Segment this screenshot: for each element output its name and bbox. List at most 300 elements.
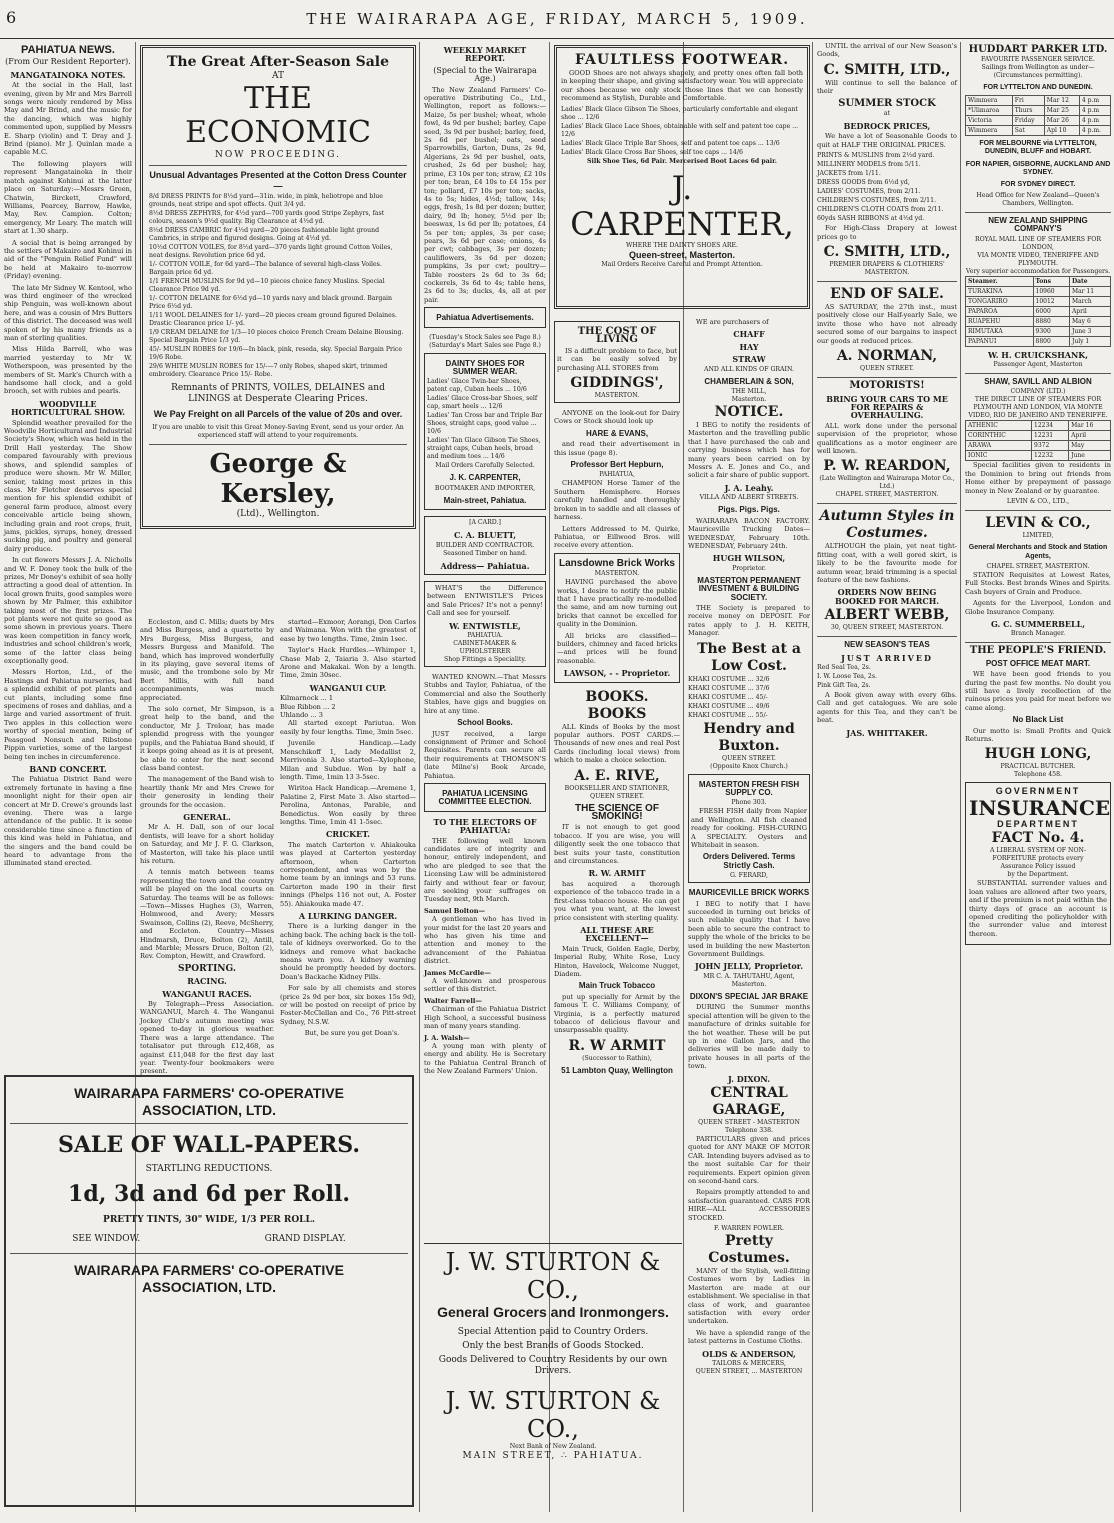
ad-line: Orders Delivered. Terms Strictly Cash.: [702, 852, 796, 870]
ad-prices: 1d, 3d and 6d per Roll.: [68, 1181, 350, 1207]
ad-title: MASTERTON PERMANENT INVESTMENT & BUILDING SOCIETY.: [697, 575, 801, 602]
ad-note: [A CARD.]: [469, 519, 501, 527]
subheading: RACING.: [187, 976, 227, 987]
shaw-table: [965, 420, 1111, 461]
table-cell: July 1: [1069, 336, 1110, 346]
ad-item: 8½d DRESS ZEPHYRS, for 4½d yard—700 yards good Stripe Zephyrs, fast colours, season's 9½d quality. Big Clearance at 4½d yd.: [149, 210, 385, 225]
ad-line: Head Office for New Zealand—Queen's Chambers, Wellington.: [976, 191, 1100, 207]
ad-line: Only the best Brands of Goods Stocked.: [462, 1341, 644, 1351]
ad-title: The Best at a Low Cost.: [697, 640, 801, 674]
table-cell: *Ulimaroa: [966, 105, 1013, 115]
ad-line: MASTERTON.: [594, 392, 640, 400]
subheading: GENERAL.: [183, 811, 231, 822]
column-market-pahiatua-ads: [424, 42, 546, 1232]
subheading: WEEKLY MARKET REPORT.: [443, 45, 527, 64]
table-cell: PAPAROA: [966, 306, 1034, 316]
ad-line: AND ALL KINDS OF GRAIN.: [704, 365, 794, 373]
paragraph: Will continue to sell the balance of their: [817, 78, 957, 96]
paragraph: All started except Pariutua. Won easily by four lengths. Time, 3min 5sec.: [280, 719, 416, 736]
ad-line: BOOTMAKER AND IMPORTER,: [434, 484, 536, 492]
ad-item: 10½d COTTON VOILES, for 8½d yard—370 yards light ground Cotton Voiles, neat designs. Revolution price 6d yd.: [149, 244, 393, 259]
ad-title: FAULTLESS FOOTWEAR.: [574, 52, 790, 68]
paragraph: Our motto is: Small Profits and Quick Returns.: [965, 726, 1111, 743]
ad-firm: R. W ARMIT: [568, 1037, 666, 1054]
table-cell: June 3: [1069, 326, 1110, 336]
ad-line: CHAPEL STREET, MASTERTON.: [835, 491, 939, 499]
table-row: [966, 451, 1111, 461]
ad-firm: LAWSON, - - Proprietor.: [563, 668, 671, 679]
ad-title: NEW SEASON'S TEAS: [844, 640, 930, 650]
ad-firm: ALBERT WEBB,: [824, 607, 950, 624]
ad-line: WHERE THE DAINTY SHOES ARE.: [626, 241, 738, 249]
subheading: Pahiatua Advertisements.: [436, 313, 534, 323]
table-cell: PAPANUI: [966, 336, 1034, 346]
ad-line: LIMITED,: [1022, 532, 1054, 540]
ad-line: MR C. A. TAHUTAHU, Agent, Masterton.: [703, 972, 795, 988]
paragraph: A well-known and prosperous settler of this district.: [424, 977, 546, 994]
paragraph: Agents for the Liverpool, London and Globe Insurance Company.: [965, 599, 1111, 616]
ad-item: 1/9 CREAM DELAINE for 1/3—10 pieces choice French Cream Delaine Blousing. Special Bargain Price 1/3 yd.: [149, 329, 404, 344]
ad-item: Ladies' Black Glace Lace Shoes, obtainable with self and patent toe cape ... 12/6: [561, 122, 799, 138]
table-cell: June: [1069, 451, 1111, 461]
sailings-table: [965, 95, 1111, 136]
paragraph: WANTED KNOWN.—That Messrs Stubbs and Taylor, Pahiatua, of the Commercial and also the Southerly Stables, have gigs and buggies on hire at any time.: [424, 673, 546, 715]
ad-title: THE SCIENCE OF SMOKING!: [575, 802, 659, 823]
ad-title: Pigs. Pigs. Pigs.: [718, 505, 780, 515]
ad-line: by the Department.: [1007, 871, 1069, 879]
table-cell: 4 p.m: [1079, 105, 1110, 115]
table-cell: 8880: [1033, 316, 1069, 326]
table-cell: Mar 26: [1044, 115, 1079, 125]
ad-firm: HUGH LONG,: [984, 746, 1092, 763]
subheading: CRICKET.: [326, 829, 370, 840]
ad-line: FORFEITURE protects every: [992, 855, 1084, 863]
ad-addr: Main-street, Pahiatua.: [443, 495, 527, 505]
ad-title: SUMMER STOCK: [838, 97, 936, 109]
ad-footer-sub: Next Bank of New Zealand.: [509, 1443, 597, 1450]
ad-line: A LIBERAL SYSTEM OF NON-: [989, 847, 1087, 855]
ad-line: Telephone 338.: [724, 1126, 773, 1134]
ad-item: 8½d DRESS CAMBRIC for 4½d yard—20 pieces fashionable light ground Cambrics, in stripe and figured designs. Going at 4½d yd.: [149, 227, 380, 242]
table-row: [966, 105, 1111, 115]
ad-title: PAHIATUA LICENSING COMMITTEE ELECTION.: [438, 788, 532, 807]
ad-line: Proprietor.: [732, 564, 766, 572]
ad-item: CHILDREN'S CLOTH COATS from 2/11.: [817, 206, 944, 214]
ad-fact: FACT No. 4.: [991, 830, 1085, 847]
candidate-name: J. A. Walsh—: [424, 1033, 470, 1042]
paragraph: In cut flowers Messrs J. A. Nicholls and W. F. Doney took the bulk of the prizes, Mr Doney's exhibit of sea holly attracting a good deal of attention. In local grown fruits, good samples were shown by Mr Palmer, this exhibitor taking most of the first prizes. The pot plants were not quite so good as some shown in previous years. There was keen competition in fancy work, industries and school children's work, some of the latter class being exceptionally good.: [4, 556, 132, 666]
ad-pre: The Great After-Season Sale: [167, 54, 389, 70]
paragraph: The match Carterton v. Ahiakouka was played at Carterton yesterday afternoon, when Carterton correspondent, and was won by the home team by an innings and 53 runs. Carterton made 190 in their first innings (Phelps 116 not out, A. Foster 55). Ahiakouka made 47.: [280, 840, 416, 908]
ad-firm: J. K. CARPENTER,: [449, 473, 521, 483]
ad-line: QUEEN STREET - MASTERTON: [698, 1118, 800, 1126]
ad-footer-addr: MAIN STREET, ∴ PAHIATUA.: [462, 1451, 644, 1461]
ad-line: BOOKSELLER AND STATIONER,: [564, 784, 670, 792]
ad-firm: R. W. ARMIT: [588, 868, 646, 879]
paragraph: UNTIL the arrival of our New Season's Goods,: [817, 42, 957, 59]
ad-line: QUEEN STREET.: [722, 754, 776, 762]
paragraph: A Book given away with every 6lbs. Call and get catalogues. We are sole agents for this Tea, and they can't be beat.: [817, 691, 957, 725]
table-row: [966, 441, 1111, 451]
paragraph: A gentleman who has lived in your midst for the last 20 years and who has given his time and attention and money to the advancement of the Pahiatua district.: [424, 915, 546, 966]
ad-item: DRESS GOODS from 6½d yd,: [817, 179, 910, 187]
paragraph: has acquired a thorough experience of the tobacco trade in a first-class tobacco house. He can get you what you want, at the lowest price consistent with sterling quality.: [554, 879, 680, 922]
ad-sub: General Merchants and Stock and Station Agents,: [968, 544, 1108, 560]
ad-line: COMPANY (LTD.): [1010, 388, 1066, 396]
table-row: [966, 421, 1111, 431]
ad-line: Mail Orders Receive Careful and Prompt Attention.: [601, 260, 763, 268]
ad-title: THE PEOPLE'S FRIEND.: [969, 645, 1107, 657]
column-living-books-tobacco: [554, 318, 680, 1238]
ad-sub: BRING YOUR CARS TO ME FOR REPAIRS & OVERHAULING.: [826, 393, 948, 421]
paragraph: The management of the Band wish to heartily thank Mr and Mrs Crewe for their generosity in lending their grounds for the occasion.: [140, 775, 274, 809]
ad-headline: WAIRARAPA FARMERS' CO-OPERATIVE: [74, 1085, 344, 1101]
ad-firm: P. W. REARDON,: [823, 458, 951, 475]
ad-firm: George & Kersley,: [209, 449, 347, 509]
ad-line: QUEEN STREET.: [590, 792, 644, 800]
paragraph: SUBSTANTIAL surrender values and loan values are allowed after two years, and if the premium is not paid within the thirty days of grace an account is opened crediting the policyholder with the surrender value and interest thereon.: [969, 879, 1107, 938]
table-cell: ATHENIC: [966, 421, 1032, 431]
ad-firm-sub: (Ltd)., Wellington.: [236, 509, 320, 519]
column-shipping-insurance: [965, 42, 1111, 1512]
ad-subline: STARTLING REDUCTIONS.: [145, 1164, 273, 1174]
ad-item: KHAKI COSTUME ... 49/6: [688, 702, 770, 710]
ad-title: MASTERTON FRESH FISH SUPPLY CO.: [698, 779, 800, 797]
ad-item: 1/- COTTON DELAINE for 6½d yd—10 yards navy and black ground. Bargain Price 6½d yd.: [149, 295, 392, 310]
ad-title: MAURICEVILLE BRICK WORKS: [688, 888, 810, 898]
ad-item: CHILDREN'S COSTUMES, from 2/11.: [817, 197, 937, 205]
paragraph: GOOD Shoes are not always shapely, and pretty ones often fall both in keeping their shape, and giving satisfactory wear. You will appreciate our shoes because we only stock those lines that we can honestly recommend as Stylish, Durable and Comfortable.: [561, 69, 803, 103]
ad-line: Assurance Policy issued: [1000, 863, 1076, 871]
table-row: [966, 115, 1111, 125]
ad-footer: If you are unable to visit this Great Money-Saving Event, send us your order. An experienced staff will attend to your requirements.: [152, 424, 404, 439]
paragraph: AS SATURDAY, the 27th inst., must positively close our Half-yearly Sale, we invite those who have not already secured some of our bargains to inspect our goods at reduced prices.: [817, 303, 957, 345]
ad-item: Ladies' Black Glace Triple Bar Shoes, self and patent toe caps ... 13/6: [561, 139, 780, 147]
ad-item: 60yds SASH RIBBONS at 4½d yd.: [817, 215, 925, 223]
ad-addr: Queen-street, Masterton.: [628, 249, 736, 260]
ad-firm: OLDS & ANDERSON,: [702, 1348, 796, 1359]
ad-line: QUEEN STREET.: [860, 365, 914, 373]
paragraph: For High-Class Drapery at lowest prices go to: [817, 224, 957, 241]
paragraph: and read their advertisement in this issue (page 8).: [554, 440, 680, 457]
ad-line: MASTERTON.: [864, 269, 910, 277]
steamer-table: [965, 276, 1111, 347]
ad-title: MOTORISTS!: [849, 380, 925, 392]
ad-title: DEPARTMENT: [997, 819, 1079, 830]
paragraph: WE have been good friends to you during the past few months. No doubt you still have a lively recollection of the ruinous prices you paid for meat before we came along.: [965, 670, 1111, 712]
paragraph: DURING the Summer months special attention will be given to the manufacture of drinks suitable for the hot weather. These will be put up in one Gallon Jars, and the deliveries will be made daily to private houses in all parts of the town.: [688, 1003, 810, 1071]
paragraph: Wiritoa Hack Handicap.—Aremene 1, Palatine 2, First Mate 3. Also started—Perolina, Antonas, Parable, and Benedictus. Won easily by three lengths. Time, 1min 41 1-5sec.: [280, 784, 416, 826]
paragraph: JUST received, a large consignment of Primer and School Requisites. Parents can secure all their requirements at THOMSON'S (late Milne's) Book Arcade, Pahiatua.: [424, 729, 546, 780]
ad-item: I. W. Loose Tea, 2s.: [817, 673, 877, 680]
table-cell: 9300: [1033, 326, 1069, 336]
paragraph: FRESH FISH daily from Napier and Wellington. All fish cleaned ready for cooking. FISH-CURING A SPECIALTY. Oysters and Whitebait in season.: [691, 807, 807, 849]
table-cell: Thurs: [1012, 105, 1044, 115]
ad-line: No Black List: [1012, 715, 1064, 725]
ad-freight: We Pay Freight on all Parcels of the value of 20s and over.: [153, 409, 403, 419]
ad-firm: GIDDINGS',: [570, 375, 664, 392]
paragraph: Repairs promptly attended to and satisfaction guaranteed. CARS FOR HIRE—ALL ACCESSORIES STOCKED.: [688, 1188, 810, 1222]
column-pahiatua-news: [4, 42, 132, 1062]
paragraph: ALL Kinds of Books by the most popular authors. POST CARDS.—Thousands of new ones and real Post Cards (including local views) from which to make a choice selection.: [554, 722, 680, 765]
candidate-name: Samuel Bolton—: [424, 906, 486, 915]
table-row: [966, 306, 1111, 316]
ad-item: Pink Gift Tea, 2s.: [817, 682, 871, 689]
table-cell: Mar 12: [1044, 95, 1079, 105]
ad-line: TAILORS & MERCERS,: [712, 1360, 786, 1368]
table-cell: 4 p.m: [1079, 95, 1110, 105]
ad-name: THE ECONOMIC: [185, 81, 371, 150]
ad-title: BEDROCK PRICES,: [843, 121, 931, 132]
ad-title: Pretty Costumes.: [708, 1233, 790, 1266]
ad-footer: ASSOCIATION, LTD.: [141, 1279, 277, 1295]
ad-line: MASTERTON.: [594, 570, 640, 578]
table-cell: Mar 25: [1044, 105, 1079, 115]
ad-item: KHAKI COSTUME ... 32/6: [688, 675, 770, 683]
ad-note: SEE WINDOW.: [72, 1234, 141, 1244]
result-line: Uhlando ... 3: [280, 711, 323, 720]
table-cell: Victoria: [966, 115, 1013, 125]
subheading: Main Truck Tobacco: [578, 981, 656, 991]
ad-line: THE DIRECT LINE OF STEAMERS FOR PLYMOUTH AND LONDON, VIA MONTE VIDEO, RIO DE JANEIRO AND TENERIFFE.: [968, 396, 1108, 420]
ad-line: ORDERS NOW BEING BOOKED FOR MARCH.: [834, 587, 940, 606]
table-cell: TURAKINA: [966, 286, 1034, 296]
paragraph: Eccleston, and C. Mills; duets by Mrs and Miss Burgess, and a quartette by Mrs Burgess, Miss Burgess, and Messrs Burgess and Manifold. The band, which has improved wonderfully in its playing, gave several items of music, and the trombone solo by Mr Bert Millis, with full band accompaniments, was much appreciated.: [140, 618, 274, 702]
table-row: [966, 125, 1111, 135]
paragraph: ALTHOUGH the plain, yet neat tight-fitting coat, with a well gored skirt, is likely to be the favourite mode for autumn wear, braid trimming is a special feature of the new fashions.: [817, 542, 957, 584]
table-cell: 4 p.m: [1079, 115, 1110, 125]
candidate-name: James McCardle—: [424, 968, 491, 977]
ad-line: Masterton.: [731, 396, 767, 404]
ad-line: CHAPEL STREET, MASTERTON.: [986, 562, 1090, 570]
table-cell: RUAPEHU: [966, 316, 1034, 326]
paragraph: WE are purchasers of: [696, 318, 769, 326]
ad-sub: FOR MELBOURNE via LYTTELTON, DUNEDIN, BLUFF and HOBART.: [979, 139, 1097, 156]
economic-sale-ad: [140, 42, 416, 612]
ad-line: PAHIATUA,: [599, 471, 635, 479]
ad-title: Autumn Styles in Costumes.: [819, 508, 955, 542]
ad-title: THE COST OF LIVING: [577, 326, 657, 346]
ad-line: PREMIER DRAPERS & CLOTHIERS': [829, 261, 945, 269]
ad-firm: F. WARREN FOWLER.: [714, 1225, 784, 1232]
table-row: [966, 286, 1111, 296]
dateline: MANGATAINOKA NOTES.: [10, 69, 126, 80]
subheading: TO THE ELECTORS OF PAHIATUA:: [433, 816, 537, 836]
ad-firm: J. W. STURTON & CO.,: [445, 1387, 661, 1443]
paragraph: The solo cornet, Mr Simpson, is a great help to the band, and the conductor, Mr J. Treloar, has made splendid progress with the younger pupils, and the Pahiatua Band should, if it keeps going ahead as it is at present, be able to enter for the next second class band contest.: [140, 705, 274, 772]
ad-firm: C. SMITH, LTD.,: [823, 244, 951, 261]
ad-line: Silk Shoe Ties, 6d Pair. Mercerised Boot Laces 6d pair.: [587, 157, 777, 165]
table-cell: 4 p.m.: [1079, 125, 1110, 135]
column-notices-masterton: [688, 318, 810, 1512]
paragraph: There is a lurking danger in the aching back. The aching back is the toll-tale of kidneys overworked. Go to the kidneys and remove what backache means warn you. A kidney warning should be promptly heeded by doctors. Doan's Backache Kidney Pills.: [280, 922, 416, 981]
table-cell: Mar 16: [1069, 421, 1111, 431]
ad-item: KHAKI COSTUME ... 55/-: [688, 711, 768, 719]
table-header: Tons: [1033, 276, 1069, 286]
table-cell: 10960: [1033, 286, 1069, 296]
column-rule: [419, 42, 420, 1512]
ad-line: Sailings from Wellington as under—(Circumstances permitting).: [981, 64, 1095, 80]
byline: (Special to the Wairarapa Age.): [433, 65, 537, 84]
paragraph: HAVING purchased the above works, I desire to notify the public that I have practically re-modelled the same, and am now turning out bricks that cannot be excelled for quality in the Dominion.: [557, 578, 677, 629]
paragraph: A young man with plenty of energy and ability. He is Secretary to the Pahiatua Central Branch of the New Zealand Farmers' Union.: [424, 1041, 546, 1076]
ad-note: GRAND DISPLAY.: [264, 1234, 346, 1244]
ad-title: LEVIN & CO.,: [985, 515, 1091, 532]
ad-line: PRACTICAL BUTCHER.: [1000, 763, 1076, 771]
paragraph: started—Exmoor, Aorangi, Don Carlos and Waimana. Won with the greatest of ease by two lengths. Time, 2min 1sec.: [280, 618, 416, 643]
ad-item: MILLINERY MODELS from 5/11.: [817, 161, 921, 169]
ad-line: at: [883, 110, 891, 118]
paragraph: Taylor's Hack Hurdles.—Whimper 1, Chase Mab 2, Taiaria 3. Also started Arone and Makakai. Won by a length. Time, 2min 30sec.: [280, 646, 416, 680]
ad-firm: JAS. WHITTAKER.: [846, 727, 928, 738]
ad-item: Ladies' Tan Cross bar and Triple Bar Shoes, straight caps, good value ... 10/6: [427, 412, 543, 436]
table-header: Steamer.: [966, 276, 1034, 286]
table-row: [966, 316, 1111, 326]
table-cell: IONIC: [966, 451, 1032, 461]
ad-firm: J. A. Leahy.: [724, 482, 774, 493]
ad-subline: PRETTY TINTS, 30" WIDE, 1/3 PER ROLL.: [103, 1215, 315, 1225]
paragraph: WAIRARAPA BACON FACTORY. Mauriceville Trucking Dates— WEDNESDAY, February 10th. WEDNESDAY, February 24th.: [688, 516, 810, 550]
ad-line: Goods Delivered to Country Residents by our own Drivers.: [438, 1355, 668, 1376]
paragraph: WHAT'S the Difference between ENTWISTLE'S Prices and Sale Prices? It's not a penny! Call and see for yourself.: [427, 584, 543, 618]
paragraph: The following players will represent Mangatainoka in their match against Kohinui at the latter place on Saturday:—Messrs Green, Chatwin, Birckett, Crawford, Williams, Pearcey, Barrow, Hawke, May, Rev. Campion. Colton; emergency, Mr Leary. The match will start at 1.30 sharp.: [4, 159, 132, 236]
table-cell: CORINTHIC: [966, 431, 1032, 441]
ad-firm: G. C. SUMMERBELL,: [990, 618, 1086, 629]
ad-title: Lansdowne Brick Works: [559, 557, 675, 569]
paragraph: Chairman of the Pahiatua District High School, a successful business man of many years standing.: [424, 1005, 546, 1031]
table-cell: May: [1069, 441, 1111, 451]
table-row: [966, 95, 1111, 105]
ad-line: VILLA AND ALBERT STREETS.: [699, 494, 799, 502]
faultless-footwear-ad: [554, 42, 810, 312]
paragraph: I BEG to notify that I have succeeded in turning out bricks of such reliable quality that I have been able to secure the contract to supply the whole of the bricks to be used in building the new Masterton Government Buildings.: [688, 899, 810, 959]
paragraph: Letters Addressed to M. Quirke, Pahiatua, or Eillwood Bros. will receive every attention.: [554, 524, 680, 550]
sturton-ad: [424, 1240, 682, 1512]
ad-sub: POST OFFICE MEAT MART.: [985, 658, 1091, 668]
candidate-name: Walter Farrell—: [424, 996, 482, 1005]
ad-firm: Professor Bert Hepburn,: [570, 460, 664, 470]
ad-item: Ladies' Glace Twin-bar Shoes, patent cap, Cuban heels ... 10/6: [427, 378, 527, 394]
ad-title: HUDDART PARKER LTD.: [968, 44, 1108, 55]
ad-item: 1/- COTTON VOILE, for 6d yard—The balance of several high-class Voiles. Bargain price 6d yd.: [149, 261, 382, 276]
column-smith-norman-webb: [817, 42, 957, 1512]
ad-sub: Unusual Advantages Presented at the Cotton Dress Counter—: [149, 170, 407, 191]
ad-firm: J. DIXON.: [727, 1073, 771, 1084]
masthead: [0, 0, 1114, 39]
table-cell: Friday: [1012, 115, 1044, 125]
ad-sub: FOR SYDNEY DIRECT.: [1000, 181, 1076, 189]
ad-item: Ladies' Black Glace Gibson Tie Shoes, particularly comfortable and elegant shoe ... 12/6: [561, 105, 798, 121]
table-cell: Mar 11: [1069, 286, 1110, 296]
ad-title: NOTICE.: [714, 404, 784, 421]
table-cell: 10012: [1033, 296, 1069, 306]
ad-item: Ladies' Tan Glace Gibson Tie Shoes, straight caps, Cuban heels, broad and medium toes ... 14/6: [427, 437, 541, 461]
ad-line: VIA MONTE VIDEO, TENERIFFE AND PLYMOUTH.: [977, 251, 1099, 267]
paragraph: The New Zealand Farmers' Co-operative Distributing Co., Ltd., Wellington, report as follows:—Maize, 5s per bushel; wheat, whole fowl, 4s 9d per bushel; barley, Cape seed, 3s 9d per bushel; barley, feed, 2s 6d per bushel; oats, seed Sparrowbills, Garton, Duns, 2s 9d, Algerians, 2s 9d per bushel, oats, crushed, 2s 6d per bushel; hay, prime, £3 10s per ton; straw, £2 10s per ton; bran, £4 10s to £4 15s per ton; pollard, £7 10s per ton; sacks, 4s to 5s; hides, 4½d; tallow, 14s; eggs, fresh, 1s 8d per dozen; butter, dairy, 9d lb; honey, 5½d per lb; beeswax, 1s 6d per lb; potatoes, £4 5s per ton; apples, 3s per case; pears, 3s 6d per case; onions, 4s per cwt; cabbages, 3s per dozen; cauliflowers, 3s 6d per dozen; pumpkins, 3s per cwt; poultry—Table roosters 2s 6d to 3s 6d; cockerels, 3s 6d to 4s; table hens, 2s 6d to 3s; ducks, 4s, all at per pair.: [424, 85, 546, 304]
paragraph: Miss Hilda Barrell, who was married yesterday to Mr W. Wotherspoon, was presented by the members of St. Mark's Church with a handsome hall clock, and a gold brooch, set with rubies and pearls.: [4, 345, 132, 396]
page-number: 6: [6, 8, 17, 27]
note: (Tuesday's Stock Sales see Page 8.) (Saturday's Mart Sales see Page 8.): [429, 333, 541, 349]
ad-firm: Hendry and Buxton.: [703, 720, 795, 754]
ad-firm: JOHN JELLY, Proprietor.: [694, 961, 804, 972]
ad-line: THE MILL,: [731, 388, 767, 396]
ad-addr: 51 Lambton Quay, Wellington: [561, 1065, 673, 1075]
subheading: WANGANUI RACES.: [162, 988, 252, 999]
table-cell: RIMUTAKA: [966, 326, 1034, 336]
paragraph: THE Society is prepared to receive money on DEPOSIT. For rates apply to J. H. KEITH, Manager.: [688, 603, 810, 638]
ad-line: QUEEN STREET, ... MASTERTON: [695, 1368, 803, 1376]
ad-title: BOOKS. BOOKS: [585, 688, 649, 722]
ad-item: CHAFF: [733, 329, 765, 340]
table-row: [966, 336, 1111, 346]
paragraph: All bricks are classified—builders, chimney and faced bricks—and prices will be found reasonable.: [557, 631, 677, 665]
ad-item: 29/6 WHITE MUSLIN ROBES for 15/-—7 only Robes, shaped skirt, trimmed embroidery. Clearance Price 15/- Robe.: [149, 363, 388, 378]
ad-now: NOW PROCEEDING.: [215, 150, 341, 160]
ad-line: Mail Orders Carefully Selected.: [435, 462, 535, 470]
paragraph: IS a difficult problem to face, but it can be easily solved by purchasing ALL STORES from: [557, 346, 677, 372]
ad-item: Red Seal Tea, 2s.: [817, 664, 871, 671]
table-cell: 12234: [1032, 421, 1069, 431]
ad-line: PAHIATUA.: [467, 632, 503, 640]
ad-line: CABINET-MAKER & UPHOLSTERER: [453, 640, 517, 656]
ad-item: KHAKI COSTUME ... 37/6: [688, 684, 770, 692]
ad-firm: W. H. CRUICKSHANK,: [987, 349, 1089, 360]
paragraph: Juvenile Handicap.—Lady Menschikoff 1, Lady Medallist 2, Merrivonia 3. Also started—Xylophone, Milan and Subdue. Won by half a length. Time, 1min 13 3-5sec.: [280, 739, 416, 781]
ad-title: INSURANCE: [969, 796, 1111, 821]
table-row: [966, 326, 1111, 336]
table-cell: 12231: [1032, 431, 1069, 441]
ad-firm: G. FERARD,: [730, 872, 768, 880]
ad-firm: J. CARPENTER,: [570, 168, 794, 243]
paragraph: I BEG to notify the residents of Masterton and the travelling public that I have purchased the cab and carrying business which has for many years been carried on by Messrs A. E. Jones and Co., and solicit a fair share of public support.: [688, 421, 810, 480]
ad-title: NEW ZEALAND SHIPPING COMPANY'S: [988, 215, 1088, 234]
ad-item: PRINTS & MUSLINS from 2½d yard.: [817, 152, 935, 160]
table-cell: TONGARIRO: [966, 296, 1034, 306]
table-cell: Sat: [1012, 125, 1044, 135]
ad-sub: JUST ARRIVED: [841, 652, 933, 663]
ad-firm: CHAMBERLAIN & SON,: [704, 376, 794, 386]
ad-firm: HARE & EVANS,: [585, 428, 649, 438]
table-cell: Wimmera: [966, 95, 1013, 105]
paragraph: The late Mr Sidney W. Kentool, who was third engineer of the wrecked ship Penguin, was well-known about here, and was a cousin of Mrs Butters of this district. The deceased was well spoken of by his many friends as a man of sterling qualities.: [4, 283, 132, 342]
paragraph: ANYONE on the look-out for Dairy Cows or Stock should look up: [554, 409, 680, 426]
paragraph: MANY of the Stylish, well-fitting Costumes worn by Ladies in Masterton are made at our establishment. We specialise in that class of work, and guarantee satisfaction with every order undertaken.: [688, 1267, 810, 1326]
ad-footer: WAIRARAPA FARMERS' CO-OPERATIVE: [74, 1262, 344, 1278]
subheading: ALL THESE ARE EXCELLENT—: [580, 924, 654, 944]
result-line: Blue Ribbon ... 2: [280, 702, 336, 711]
farmers-coop-ad: [4, 1072, 414, 1512]
ad-title: DIXON'S SPECIAL JAR BRAKE: [689, 991, 809, 1001]
column-rule: [960, 42, 961, 1512]
subheading: SPORTING.: [177, 963, 237, 974]
ad-sub: FOR LYTTELTON AND DUNEDIN.: [983, 84, 1093, 92]
ad-line: (Late Wellington and Wairarapa Motor Co., Ltd.): [819, 475, 955, 491]
paragraph: Mr A. H. Dall, son of our local dentists, will leave for a short holiday on Saturday, and Mr J. F. G. Clarkson, of Masterton, will take his place until his return.: [140, 823, 274, 865]
table-cell: 6000: [1033, 306, 1069, 316]
ad-title: CENTRAL GARAGE,: [710, 1084, 788, 1118]
ad-item: JACKETS from 1/11.: [817, 170, 881, 178]
subheading: WANGANUI CUP.: [309, 682, 387, 693]
ad-item: 1/1 FRENCH MUSLINS for 9d yd—10 pieces choice fancy Muslins. Special Clearance Price 9d yd.: [149, 278, 385, 293]
paragraph: Splendid weather prevailed for the Woodville Horticultural and Industrial Society's Show, which was held in the Drill Hall yesterday. The Show compared favourably with previous shows, and splendid samples of produce were shown. Mr W. Miller, senior, taking most prizes in this class. Mr Fletcher deserves special mention for his splendid exhibit of general farm produce, almost every conceivable article being shown, including grain and root crops, fruit, jams, pickles, syrups, honey, dressed sucking pig, and poultry and general dairy produce.: [4, 418, 132, 553]
ad-firm: A. E. RIVE,: [574, 767, 660, 784]
section-heading: PAHIATUA NEWS.: [21, 44, 115, 56]
ad-item: STRAW: [732, 354, 766, 365]
paragraph: At the social in the Hall, last evening, given by Mr and Mrs Barrell songs were nicely rendered by Miss May and Mr Brind, and the music for the dancing, which was highly commented upon, supplied by Messrs E. Sharp (violin) and T. Dray and J. Brind (piano). Mr J. Quinlan made a capable M.C.: [4, 81, 132, 157]
paragraph: A tennis match between teams representing the town and the country will be played on the local courts on Saturday. The teams will be as follows:—Town—Misses Hughes (3), Warren, Holmwood, and Avery; Messrs Swainson, Collins (2), Reeve, McSherry, and Eccleton. Country—Misses Hindmarsh, Druce, Bolton (2), Antill, and Marble; Messrs Druce, Bolton (2), Rev. Compton, Hewitt, and Crawford.: [140, 868, 274, 961]
table-cell: April: [1069, 431, 1111, 441]
paragraph: put up specially for Armit by the famous T. C. Williams Company, of Virginia, is a perfectly matured tobacco of delicious flavour and unsurpassable quality.: [554, 992, 680, 1035]
